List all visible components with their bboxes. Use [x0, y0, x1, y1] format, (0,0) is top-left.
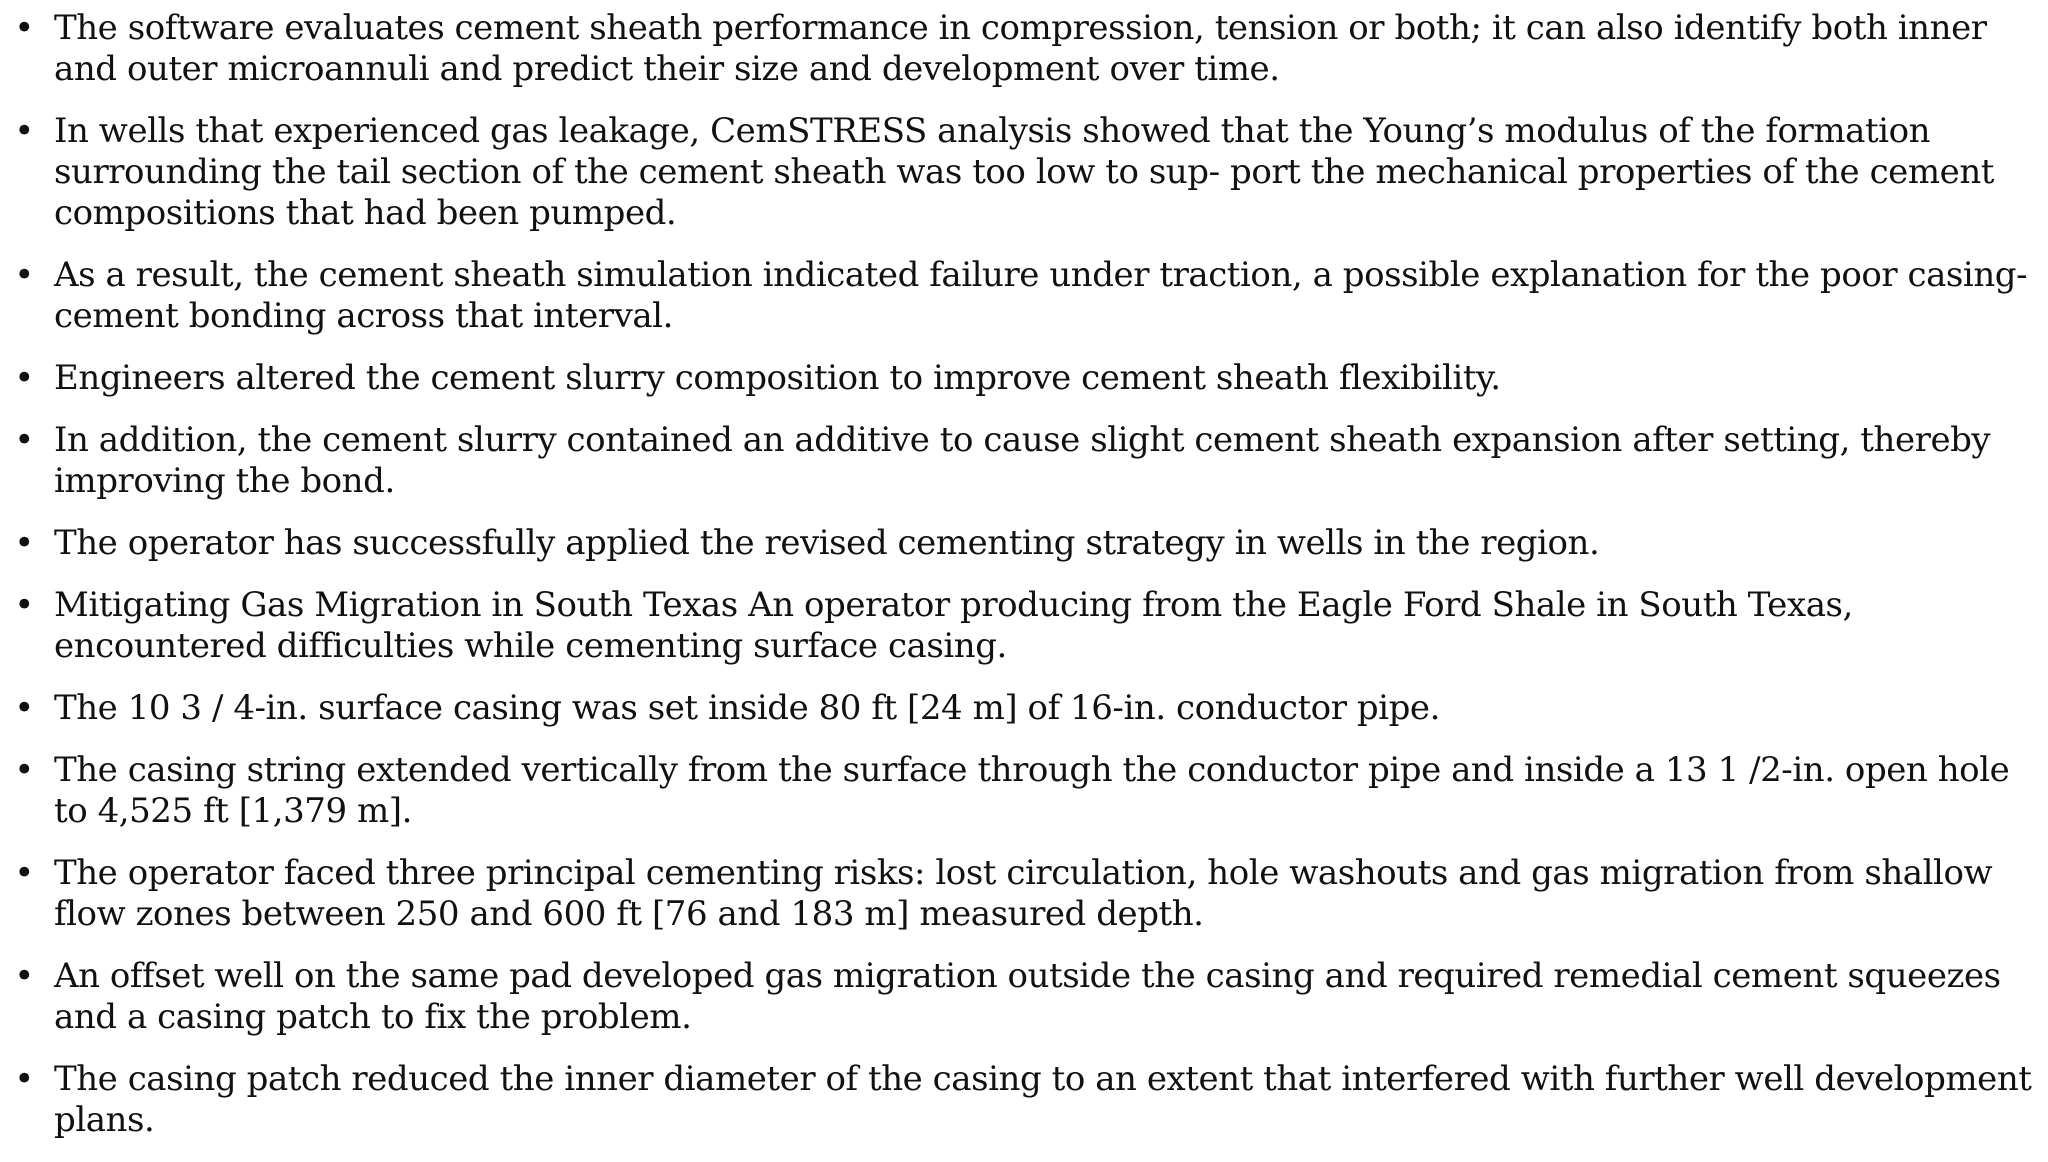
bullet-text: The operator has successfully applied the revised cementing strategy in wells in the region.	[54, 523, 1600, 563]
bullet-text: Engineers altered the cement slurry composition to improve cement sheath flexibility.	[54, 358, 1501, 398]
list-item	[0, 255, 2048, 337]
bullet-text: The casing patch reduced the inner diameter of the casing to an extent that interfered with further well development plans.	[54, 1059, 2032, 1140]
bullet-icon: •	[14, 111, 34, 151]
list-item	[0, 358, 2048, 399]
bullet-icon: •	[14, 750, 34, 790]
bullet-icon: •	[14, 1059, 34, 1099]
bullet-text: An offset well on the same pad developed gas migration outside the casing and required remedial cement squeezes and a casing patch to fix the problem.	[54, 956, 2001, 1037]
list-item	[0, 853, 2048, 935]
bullet-icon: •	[14, 688, 34, 728]
bullet-icon: •	[14, 853, 34, 893]
list-item	[0, 956, 2048, 1038]
list-item	[0, 420, 2048, 502]
bullet-list	[0, 8, 2048, 1162]
bullet-icon: •	[14, 956, 34, 996]
list-item	[0, 688, 2048, 729]
list-item	[0, 523, 2048, 564]
list-item	[0, 1059, 2048, 1141]
bullet-icon: •	[14, 8, 34, 48]
list-item	[0, 111, 2048, 234]
bullet-text: The casing string extended vertically from the surface through the conductor pipe and inside a 13 1 /2-in. open hole to 4,525 ft [1,379 m].	[54, 750, 2010, 831]
list-item	[0, 750, 2048, 832]
bullet-text: Mitigating Gas Migration in South Texas An operator producing from the Eagle Ford Shale in South Texas, encountered difficulties while cementing surface casing.	[54, 585, 1853, 666]
bullet-text: In addition, the cement slurry contained an additive to cause slight cement sheath expansion after setting, thereby improving the bond.	[54, 420, 1991, 501]
bullet-icon: •	[14, 358, 34, 398]
bullet-icon: •	[14, 255, 34, 295]
bullet-text: The operator faced three principal cementing risks: lost circulation, hole washouts and gas migration from shallow flow zones between 250 and 600 ft [76 and 183 m] measured depth.	[54, 853, 1993, 934]
bullet-text: The 10 3 / 4-in. surface casing was set inside 80 ft [24 m] of 16-in. conductor pipe.	[54, 688, 1440, 728]
bullet-icon: •	[14, 420, 34, 460]
bullet-text: The software evaluates cement sheath performance in compression, tension or both; it can also identify both inner and outer microannuli and predict their size and development over time.	[54, 8, 1987, 89]
list-item	[0, 585, 2048, 667]
bullet-icon: •	[14, 585, 34, 625]
bullet-text: In wells that experienced gas leakage, CemSTRESS analysis showed that the Young’s modulus of the formation surrounding the tail section of the cement sheath was too low to sup- port the mechanical properties of the cement compositions that had been pumped.	[54, 111, 1994, 233]
bullet-icon: •	[14, 523, 34, 563]
list-item	[0, 8, 2048, 90]
bullet-text: As a result, the cement sheath simulation indicated failure under traction, a possible explanation for the poor casing-cement bonding across that interval.	[54, 255, 2028, 336]
